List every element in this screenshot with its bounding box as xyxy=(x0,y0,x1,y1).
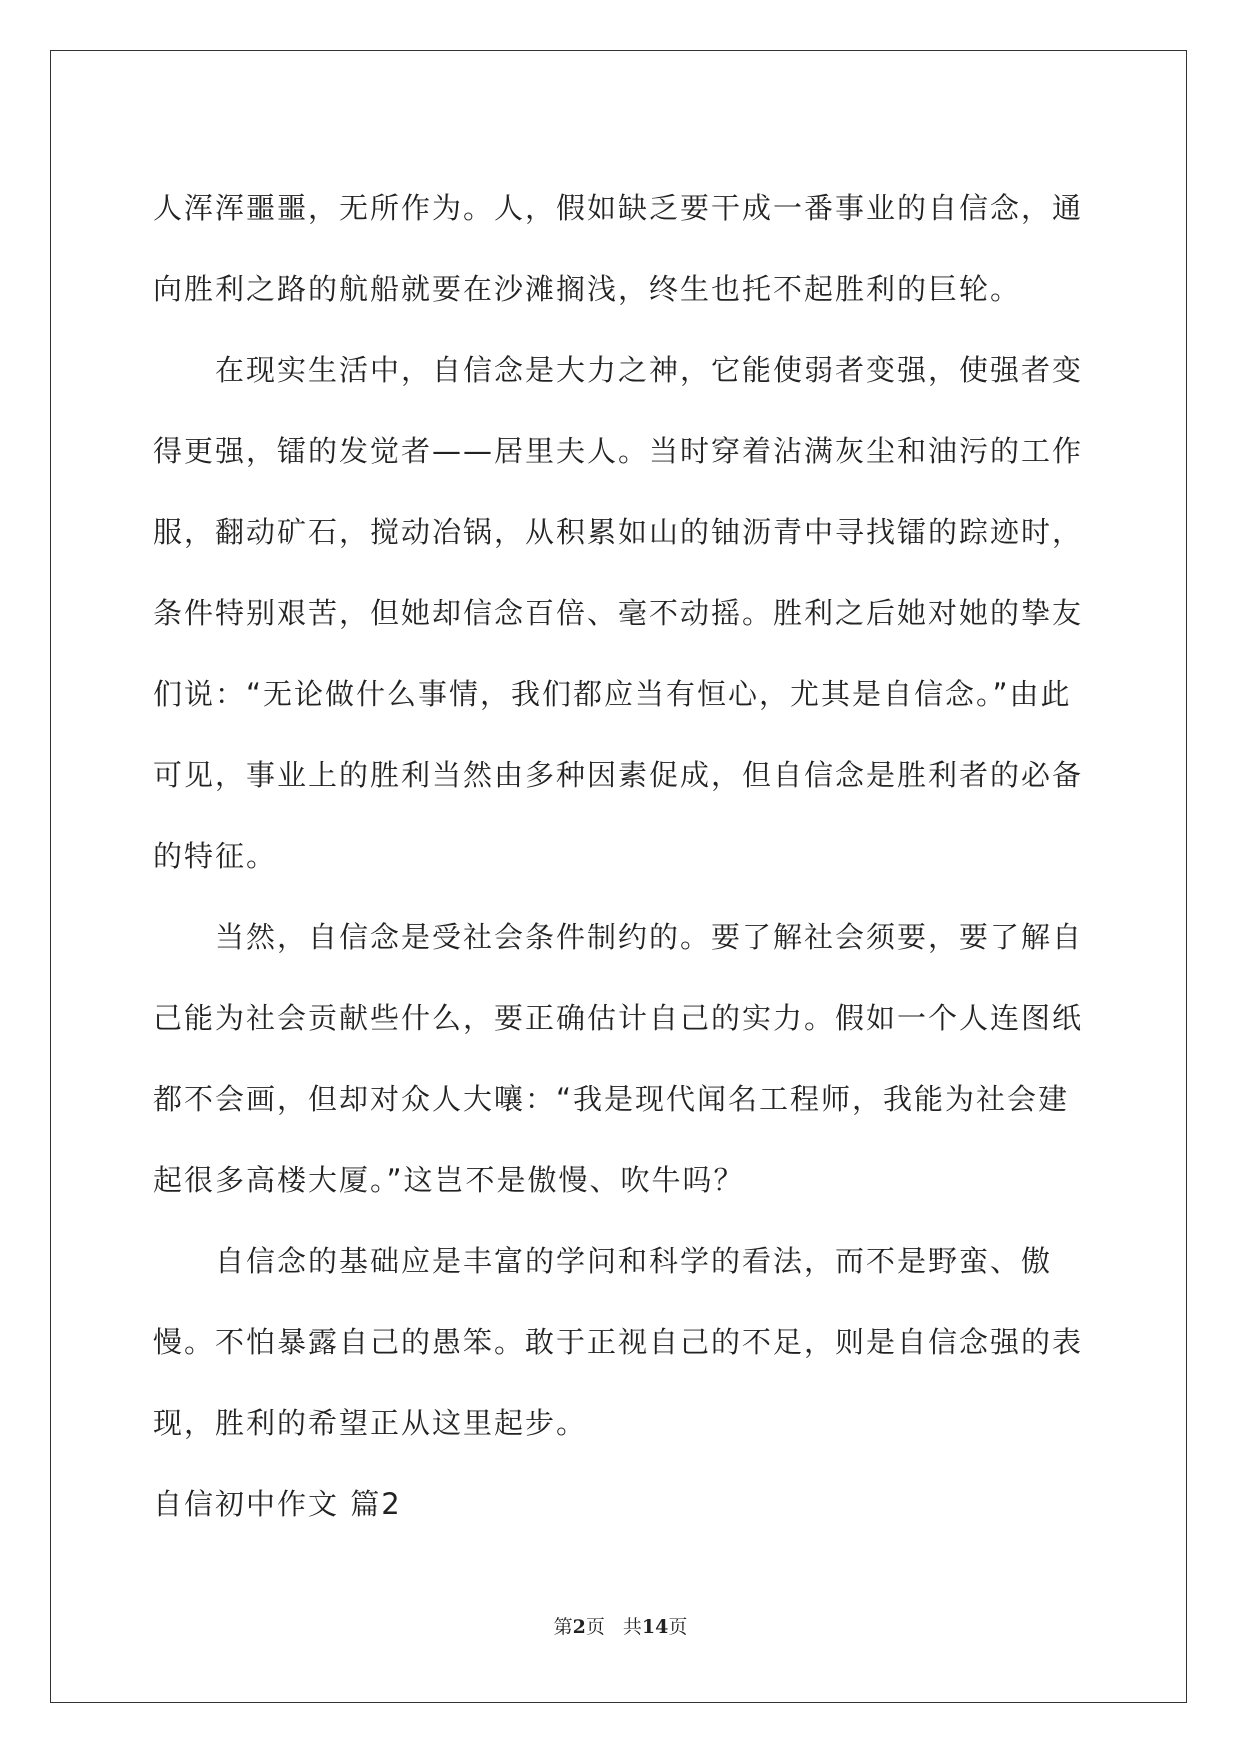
paragraph-2: 在现实生活中，自信念是大力之神，它能使弱者变强，使强者变得更强，镭的发觉者——居里夫人。当时穿着沾满灰尘和油污的工作服，翻动矿石，搅动冶锅，从积累如山的铀沥青中寻找镭的踪迹时，条件特别艰苦，但她却信念百倍、毫不动摇。胜利之后她对她的挚友们说：“无论做什么事情，我们都应当有恒心，尤其是自信念。”由此可见，事业上的胜利当然由多种因素促成，但自信念是胜利者的必备的特征。 xyxy=(153,353,1084,873)
paragraph-3: 当然，自信念是受社会条件制约的。要了解社会须要，要了解自己能为社会贡献些什么，要正确估计自己的实力。假如一个人连图纸都不会画，但却对众人大嚷：“我是现代闻名工程师，我能为社会建起很多高楼大厦。”这岂不是傲慢、吹牛吗？ xyxy=(153,920,1084,1197)
page-suffix: 页 xyxy=(585,1616,605,1638)
current-page-number: 2 xyxy=(572,1616,586,1638)
total-prefix: 共 xyxy=(622,1616,642,1638)
page-footer xyxy=(0,1612,1241,1639)
total-suffix: 页 xyxy=(668,1616,688,1638)
section-heading: 自信初中作文 篇2 xyxy=(153,1487,402,1521)
paragraph-1: 人浑浑噩噩，无所作为。人，假如缺乏要干成一番事业的自信念，通向胜利之路的航船就要在沙滩搁浅，终生也托不起胜利的巨轮。 xyxy=(153,191,1084,306)
total-page-number: 14 xyxy=(641,1616,669,1638)
page-prefix: 第 xyxy=(553,1616,573,1638)
document-body xyxy=(153,168,1098,1545)
paragraph-4: 自信念的基础应是丰富的学问和科学的看法，而不是野蛮、傲慢。不怕暴露自己的愚笨。敢于正视自己的不足，则是自信念强的表现，胜利的希望正从这里起步。 xyxy=(153,1244,1084,1440)
